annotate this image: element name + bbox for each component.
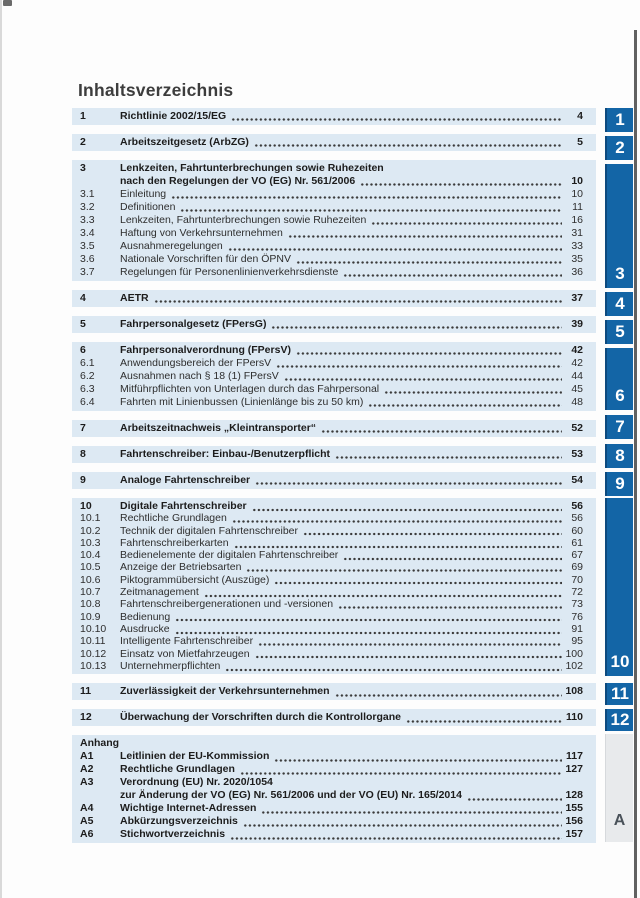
toc-leader-dots	[261, 802, 562, 815]
toc-group	[72, 446, 596, 463]
toc-entry-page: 69	[571, 561, 583, 574]
toc-entry-page: 155	[565, 802, 583, 815]
toc-group	[72, 134, 596, 151]
toc-row	[72, 110, 596, 123]
toc-leader-dots	[154, 292, 562, 305]
toc-entry-page: 67	[571, 549, 583, 562]
toc-entry-number: 3.4	[80, 227, 95, 239]
toc-entry-number: A1	[80, 750, 94, 763]
toc-entry-title: Lenkzeiten, Fahrtunterbrechungen sowie Ruhezeiten	[120, 162, 384, 174]
toc-leader-dots	[368, 396, 562, 409]
toc-entry-page: 54	[571, 474, 583, 486]
toc-entry-number: 3.2	[80, 201, 95, 213]
toc-entry-number: 3.6	[80, 253, 95, 265]
toc-entry-page: 56	[571, 512, 583, 525]
toc-row	[72, 175, 596, 188]
scan-artifact	[3, 0, 12, 6]
chapter-tab-4	[605, 292, 633, 316]
toc-row	[72, 357, 596, 370]
toc-row	[72, 253, 596, 266]
toc-entry-number	[80, 789, 120, 802]
page-title: Inhaltsverzeichnis	[78, 80, 234, 100]
toc-entry-title: Einsatz von Mietfahrzeugen	[120, 647, 250, 660]
toc-entry-title: Ausnahmen nach § 18 (1) FPersV	[120, 370, 279, 382]
toc-entry-number: 10.3	[80, 536, 101, 549]
toc-entry-title: Fahrpersonalgesetz (FPersG)	[120, 318, 267, 330]
toc-leader-dots	[246, 561, 562, 573]
toc-entry-page: 36	[571, 266, 583, 278]
toc-entry-title: Fahrten mit Linienbussen (Linienlänge bis zu 50 km)	[120, 396, 364, 408]
chapter-tab-label: 1	[615, 110, 625, 129]
toc-entry-title: Unternehmerpflichten	[120, 659, 221, 672]
toc-leader-dots	[296, 253, 562, 266]
toc-entry-number: A4	[80, 802, 94, 815]
toc-row	[72, 240, 596, 253]
toc-entry-number: 8	[80, 448, 86, 460]
toc	[72, 108, 596, 843]
toc-entry-page: 5	[577, 136, 583, 148]
chapter-tab-11	[605, 683, 633, 705]
toc-entry-number: 7	[80, 422, 86, 434]
toc-entry-title: Fahrtenschreibergenerationen und -versionen	[120, 598, 334, 611]
toc-leader-dots	[175, 623, 562, 635]
toc-row	[72, 537, 596, 549]
toc-entry-number: 10.2	[80, 524, 101, 537]
toc-entry-number: 2	[80, 136, 86, 148]
toc-entry-number: 10.10	[80, 622, 107, 635]
toc-leader-dots	[171, 188, 562, 201]
toc-row	[72, 635, 596, 647]
toc-entry-title: Fahrpersonalverordnung (FPersV)	[120, 344, 291, 356]
toc-entry-page: 72	[571, 586, 583, 599]
toc-leader-dots	[274, 750, 562, 763]
toc-entry-title: Einleitung	[120, 188, 167, 200]
toc-leader-dots	[255, 648, 562, 660]
toc-entry-title: Nationale Vorschriften für den ÖPNV	[120, 253, 292, 265]
toc-entry-page: 95	[571, 635, 583, 648]
toc-entry-page: 91	[571, 622, 583, 635]
toc-row	[72, 448, 596, 461]
chapter-tab-label: 6	[615, 386, 625, 405]
toc-entry-page: 53	[571, 448, 583, 460]
toc-entry-number: 10.12	[80, 647, 107, 660]
toc-entry-title: Überwachung der Vorschriften durch die Kontrollorgane	[120, 711, 402, 724]
toc-leader-dots	[296, 344, 562, 357]
toc-leader-dots	[271, 318, 562, 331]
toc-entry-title: Anzeige der Betriebsarten	[120, 561, 242, 574]
toc-row	[72, 750, 596, 763]
toc-entry-page: 76	[571, 610, 583, 623]
toc-entry-number: Anhang	[80, 737, 120, 750]
toc-row	[72, 500, 596, 512]
toc-entry-page: 157	[565, 828, 583, 841]
toc-entry-page: 110	[566, 711, 583, 724]
toc-leader-dots	[232, 512, 562, 524]
toc-leader-dots	[204, 586, 562, 598]
toc-leader-dots	[258, 635, 562, 647]
toc-leader-dots	[225, 660, 562, 672]
toc-leader-dots	[338, 598, 562, 610]
toc-leader-dots	[384, 383, 562, 396]
toc-leader-dots	[335, 448, 562, 461]
toc-entry-title: Mitführpflichten von Unterlagen durch das Fahrpersonal	[120, 383, 380, 395]
toc-entry-title: Rechtliche Grundlagen	[120, 512, 227, 525]
toc-entry-page: 100	[565, 647, 583, 660]
chapter-tab-label: 3	[615, 264, 625, 283]
toc-leader-dots	[243, 815, 562, 828]
toc-group	[72, 108, 596, 125]
toc-entry-page: 10	[571, 175, 583, 187]
toc-row	[72, 318, 596, 331]
chapter-tab-6	[605, 348, 633, 410]
toc-row	[72, 737, 596, 750]
toc-entry-title: Piktogrammübersicht (Auszüge)	[120, 573, 270, 586]
toc-entry-title: Arbeitszeitnachweis „Kleintransporter“	[120, 422, 317, 434]
toc-entry-number: 3.7	[80, 266, 95, 278]
chapter-tab-1	[605, 108, 633, 132]
toc-leader-dots	[284, 370, 562, 383]
chapter-tab-label: 5	[615, 322, 625, 341]
toc-leader-dots	[303, 525, 562, 537]
toc-entry-number: 10.7	[80, 586, 101, 599]
toc-row	[72, 598, 596, 610]
toc-leader-dots	[230, 828, 562, 841]
toc-entry-title: Bedienung	[120, 610, 171, 623]
toc-entry-number: 10.9	[80, 610, 101, 623]
toc-entry-number: A6	[80, 828, 94, 841]
toc-entry-number: 10.8	[80, 598, 101, 611]
toc-row	[72, 344, 596, 357]
toc-row	[72, 201, 596, 214]
toc-row	[72, 227, 596, 240]
toc-leader-dots	[228, 240, 562, 253]
toc-leader-dots	[321, 422, 562, 435]
toc-entry-title: nach den Regelungen der VO (EG) Nr. 561/2006	[120, 175, 356, 187]
toc-row	[72, 396, 596, 409]
chapter-tab-label: 4	[615, 294, 625, 313]
toc-entry-page: 52	[571, 422, 583, 434]
toc-entry-number: 3	[80, 162, 86, 174]
toc-entry-page: 42	[571, 357, 583, 369]
toc-group	[72, 472, 596, 489]
toc-group	[72, 683, 596, 700]
chapter-tab-label: 2	[615, 138, 625, 157]
toc-entry-number: A5	[80, 815, 94, 828]
toc-leader-dots	[252, 500, 562, 512]
toc-entry-page: 70	[571, 573, 583, 586]
toc-entry-title: AETR	[120, 292, 149, 304]
toc-leader-dots	[254, 136, 562, 149]
toc-row	[72, 214, 596, 227]
toc-entry-page: 35	[571, 253, 583, 265]
toc-entry-title: Zuverlässigkeit der Verkehrsunternehmen	[120, 685, 330, 698]
toc-row	[72, 512, 596, 524]
toc-entry-number: 10.13	[80, 659, 107, 672]
toc-group	[72, 420, 596, 437]
toc-row	[72, 828, 596, 841]
toc-entry-title: Bedienelemente der digitalen Fahrtenschreiber	[120, 549, 339, 562]
toc-leader-dots	[406, 711, 562, 724]
toc-entry-number: 6.3	[80, 383, 95, 395]
toc-row	[72, 611, 596, 623]
toc-row	[72, 648, 596, 660]
chapter-tab-label: 7	[615, 417, 625, 436]
toc-row	[72, 763, 596, 776]
chapter-tab-label: 11	[611, 684, 629, 703]
toc-entry-number: 4	[80, 292, 86, 304]
toc-group	[72, 498, 596, 674]
toc-entry-page: 44	[571, 370, 583, 382]
toc-entry-number: A3	[80, 776, 94, 789]
toc-entry-title: Fahrtenschreiber: Einbau-/Benutzerpflicht	[120, 448, 331, 460]
toc-leader-dots	[360, 175, 562, 188]
toc-row	[72, 422, 596, 435]
toc-entry-number: 10.1	[80, 512, 101, 525]
toc-entry-number: 3.5	[80, 240, 95, 252]
toc-entry-number: 3.3	[80, 214, 95, 226]
chapter-tab-label: 12	[610, 710, 630, 729]
toc-entry-number: 12	[80, 711, 92, 724]
toc-entry-title: Intelligente Fahrtenschreiber	[120, 635, 254, 648]
toc-leader-dots	[274, 574, 562, 586]
chapter-tab-7	[605, 415, 633, 439]
toc-entry-title: Wichtige Internet-Adressen	[120, 802, 257, 815]
toc-entry-number: 6.2	[80, 370, 95, 382]
toc-row	[72, 815, 596, 828]
toc-group	[72, 342, 596, 411]
toc-row	[72, 802, 596, 815]
toc-entry-page: 45	[571, 383, 583, 395]
toc-entry-page: 4	[577, 110, 583, 122]
chapter-tab-12	[605, 709, 633, 731]
page-edge-right	[634, 30, 637, 898]
toc-entry-title: Arbeitszeitgesetz (ArbZG)	[120, 136, 249, 148]
toc-entry-title: Abkürzungsverzeichnis	[120, 815, 238, 828]
toc-entry-number: 5	[80, 318, 86, 330]
toc-row	[72, 549, 596, 561]
toc-entry-page: 37	[571, 292, 583, 304]
toc-leader-dots	[288, 227, 562, 240]
chapter-tab-8	[605, 444, 633, 468]
toc-row	[72, 561, 596, 573]
toc-entry-page: 128	[565, 789, 583, 802]
toc-row	[72, 776, 596, 789]
toc-row	[72, 292, 596, 305]
toc-entry-number: 11	[80, 685, 92, 698]
toc-entry-page: 73	[571, 598, 583, 611]
chapter-tab-3	[605, 164, 633, 288]
toc-entry-title: Haftung von Verkehrsunternehmen	[120, 227, 283, 239]
toc-row	[72, 685, 596, 698]
toc-entry-page: 31	[571, 227, 583, 239]
toc-leader-dots	[371, 214, 562, 227]
toc-leader-dots	[175, 611, 562, 623]
toc-entry-title: Anwendungsbereich der FPersV	[120, 357, 272, 369]
toc-entry-title: Ausnahmeregelungen	[120, 240, 223, 252]
toc-entry-page: 60	[571, 524, 583, 537]
toc-row	[72, 474, 596, 487]
chapter-tab-2	[605, 136, 633, 160]
toc-entry-number: 6.4	[80, 396, 95, 408]
toc-entry-title: Verordnung (EU) Nr. 2020/1054	[120, 776, 273, 789]
toc-entry-number: 6.1	[80, 357, 95, 369]
toc-row	[72, 136, 596, 149]
toc-entry-page: 102	[565, 659, 583, 672]
toc-group	[72, 709, 596, 726]
toc-entry-number: 1	[80, 110, 86, 122]
chapter-tab-9	[605, 472, 633, 496]
toc-leader-dots	[467, 789, 562, 802]
toc-row	[72, 188, 596, 201]
toc-entry-page: 117	[566, 750, 583, 763]
toc-entry-title: Lenkzeiten, Fahrtunterbrechungen sowie Ruhezeiten	[120, 214, 367, 226]
toc-entry-number: A2	[80, 763, 94, 776]
toc-entry-number: 10.5	[80, 561, 101, 574]
toc-entry-number: 3.1	[80, 188, 95, 200]
toc-row	[72, 711, 596, 724]
chapter-tab-label: 8	[615, 446, 625, 465]
toc-group	[72, 316, 596, 333]
chapter-tab-appendix	[605, 734, 633, 842]
toc-entry-page: 39	[571, 318, 583, 330]
toc-entry-title: Definitionen	[120, 201, 176, 213]
toc-entry-number	[80, 175, 120, 188]
toc-entry-page: 127	[565, 763, 583, 776]
toc-entry-page: 56	[571, 500, 583, 512]
toc-entry-title: Leitlinien der EU-Kommission	[120, 750, 270, 763]
toc-leader-dots	[343, 266, 562, 279]
toc-entry-page: 156	[565, 815, 583, 828]
toc-group	[72, 290, 596, 307]
toc-entry-title: Stichwortverzeichnis	[120, 828, 226, 841]
chapter-tab-label: 9	[615, 474, 625, 493]
toc-group	[72, 735, 596, 843]
chapter-tab-5	[605, 320, 633, 344]
toc-entry-page: 108	[565, 685, 583, 698]
toc-entry-number: 10	[80, 500, 92, 512]
toc-entry-title: zur Änderung der VO (EG) Nr. 561/2006 und der VO (EU) Nr. 165/2014	[120, 789, 462, 802]
toc-row	[72, 266, 596, 279]
toc-entry-title: Ausdrucke	[120, 622, 170, 635]
toc-leader-dots	[343, 549, 562, 561]
chapter-tab-label: A	[613, 812, 626, 829]
toc-row	[72, 789, 596, 802]
toc-leader-dots	[335, 685, 562, 698]
toc-entry-page: 10	[571, 188, 583, 200]
toc-entry-title: Richtlinie 2002/15/EG	[120, 110, 227, 122]
toc-leader-dots	[180, 201, 562, 214]
toc-row	[72, 623, 596, 635]
toc-leader-dots	[276, 357, 562, 370]
chapter-tab-label: 10	[610, 652, 630, 671]
toc-entry-title: Zeitmanagement	[120, 586, 199, 599]
toc-entry-number: 6	[80, 344, 86, 356]
toc-entry-page: 48	[571, 396, 583, 408]
toc-entry-title: Analoge Fahrtenschreiber	[120, 474, 251, 486]
toc-entry-number: 10.4	[80, 549, 101, 562]
toc-entry-number: 10.6	[80, 573, 101, 586]
toc-leader-dots	[255, 474, 562, 487]
toc-leader-dots	[231, 110, 562, 123]
toc-entry-title: Rechtliche Grundlagen	[120, 763, 235, 776]
toc-row	[72, 162, 596, 175]
toc-row	[72, 574, 596, 586]
toc-entry-number: 9	[80, 474, 86, 486]
toc-entry-page: 33	[571, 240, 583, 252]
toc-entry-page: 11	[572, 201, 583, 213]
toc-entry-number: 10.11	[80, 635, 106, 648]
toc-row	[72, 660, 596, 672]
toc-group	[72, 160, 596, 281]
toc-entry-title: Digitale Fahrtenschreiber	[120, 500, 247, 512]
toc-entry-page: 16	[571, 214, 583, 226]
toc-row	[72, 370, 596, 383]
toc-entry-title: Fahrtenschreiberkarten	[120, 536, 229, 549]
chapter-tab-10	[605, 498, 633, 676]
toc-row	[72, 383, 596, 396]
page-edge-left	[0, 0, 2, 898]
toc-row	[72, 586, 596, 598]
toc-row	[72, 525, 596, 537]
toc-entry-page: 42	[571, 344, 583, 356]
toc-entry-page: 61	[571, 536, 583, 549]
toc-entry-title: Regelungen für Personenlinienverkehrsdienste	[120, 266, 339, 278]
toc-leader-dots	[234, 537, 562, 549]
toc-leader-dots	[240, 763, 562, 776]
toc-entry-title: Technik der digitalen Fahrtenschreiber	[120, 524, 299, 537]
